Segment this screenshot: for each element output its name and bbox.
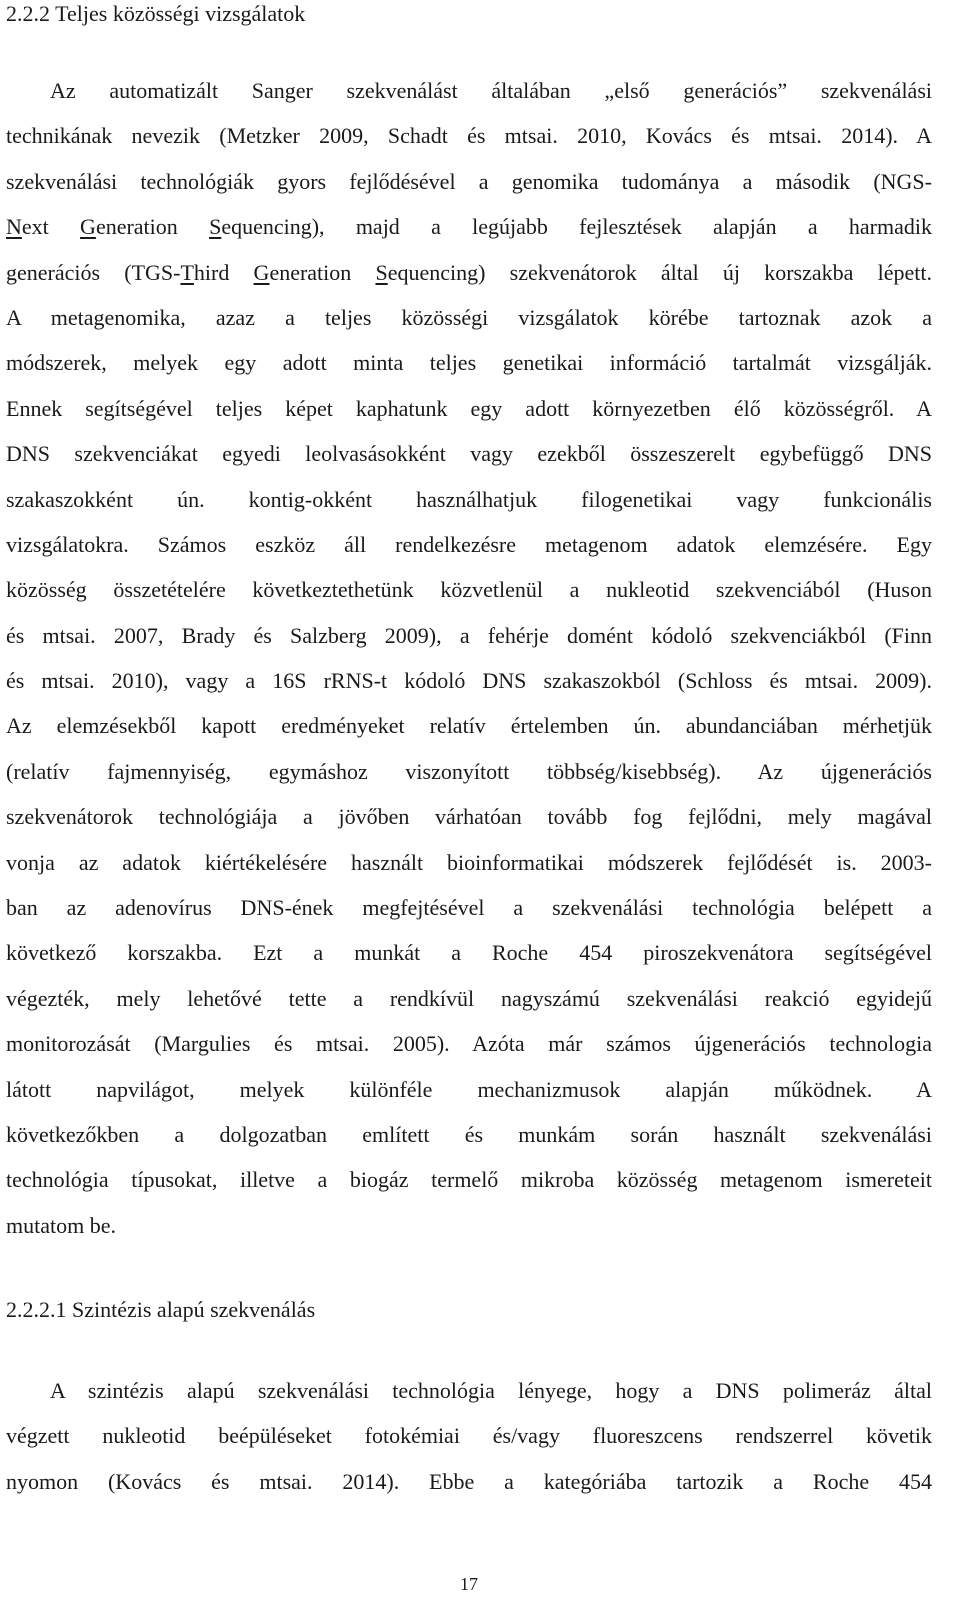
paragraph-line: szekvenálási technológiák gyors fejlődésével a genomika tudománya a második (NGS-	[6, 168, 932, 194]
paragraph-line: végzett nukleotid beépüléseket fotokémiai és/vagy fluoreszcens rendszerrel követik	[6, 1423, 932, 1449]
paragraph-line: technikának nevezik (Metzker 2009, Schadt és mtsai. 2010, Kovács és mtsai. 2014). A	[6, 123, 932, 149]
underlined-letter: G	[80, 214, 96, 240]
paragraph-metagenomics	[6, 68, 932, 1248]
paragraph-line: vizsgálatokra. Számos eszköz áll rendelkezésre metagenom adatok elemzésére. Egy	[6, 531, 932, 557]
paragraph-line: A szintézis alapú szekvenálási technológia lényege, hogy a DNS polimeráz által	[50, 1378, 932, 1403]
paragraph-line: módszerek, melyek egy adott minta teljes genetikai információ tartalmát vizsgálják.	[6, 350, 932, 376]
subsection-heading: 2.2.2.1 Szintézis alapú szekvenálás	[6, 1297, 316, 1322]
paragraph-line: ban az adenovírus DNS-ének megfejtésével a szekvenálási technológia belépett a	[6, 895, 932, 921]
paragraph-line-tgs: generációs (TGS-Third Generation Sequencing) szekvenátorok által új korszakba lépett.	[6, 259, 932, 285]
paragraph-line: szekvenátorok technológiája a jövőben várhatóan tovább fog fejlődni, mely magával	[6, 804, 932, 830]
paragraph-line: technológia típusokat, illetve a biogáz termelő mikroba közösség metagenom ismereteit	[6, 1167, 932, 1193]
underlined-letter: G	[253, 259, 270, 285]
paragraph-line: következőkben a dolgozatban említett és munkám során használt szekvenálási	[6, 1121, 932, 1147]
underlined-letter: S	[375, 259, 388, 285]
paragraph-line: következő korszakba. Ezt a munkát a Roche 454 piroszekvenátora segítségével	[6, 940, 932, 966]
paragraph-line: mutatom be.	[6, 1212, 116, 1238]
paragraph-line: (relatív fajmennyiség, egymáshoz viszonyított többség/kisebbség). Az újgenerációs	[6, 758, 932, 784]
section-heading: 2.2.2 Teljes közösségi vizsgálatok	[6, 1, 306, 26]
paragraph-line: közösség összetételére következtethetünk közvetlenül a nukleotid szekvenciából (Huson	[6, 577, 932, 603]
paragraph-line: látott napvilágot, melyek különféle mechanizmusok alapján működnek. A	[6, 1076, 932, 1102]
paragraph-line: A metagenomika, azaz a teljes közösségi vizsgálatok körébe tartoznak azok a	[6, 304, 932, 330]
paragraph-line-ngs: Next Generation Sequencing), majd a legújabb fejlesztések alapján a harmadik	[6, 214, 932, 240]
paragraph-line: szakaszokként ún. kontig-okként használhatjuk filogenetikai vagy funkcionális	[6, 486, 932, 512]
paragraph-line: Ennek segítségével teljes képet kaphatunk egy adott környezetben élő közösségről. A	[6, 395, 932, 421]
page-number: 17	[460, 1574, 478, 1594]
paragraph-line: és mtsai. 2010), vagy a 16S rRNS-t kódoló DNS szakaszokból (Schloss és mtsai. 2009).	[6, 668, 932, 694]
paragraph-line: és mtsai. 2007, Brady és Salzberg 2009), a fehérje domént kódoló szekvenciákból (Finn	[6, 622, 932, 648]
paragraph-line: végezték, mely lehetővé tette a rendkívül nagyszámú szekvenálási reakció egyidejű	[6, 985, 932, 1011]
underlined-letter: T	[180, 259, 194, 285]
paragraph-line: nyomon (Kovács és mtsai. 2014). Ebbe a kategóriába tartozik a Roche 454	[6, 1468, 932, 1494]
paragraph-line: DNS szekvenciákat egyedi leolvasásokként vagy ezekből összeszerelt egybefüggő DNS	[6, 441, 932, 467]
underlined-letter: N	[6, 214, 22, 240]
paragraph-line: Az elemzésekből kapott eredményeket relatív értelemben ún. abundanciában mérhetjük	[6, 713, 932, 739]
paragraph-line: vonja az adatok kiértékelésére használt bioinformatikai módszerek fejlődését is. 2003-	[6, 849, 932, 875]
paragraph-line: monitorozását (Margulies és mtsai. 2005). Azóta már számos újgenerációs technologia	[6, 1031, 932, 1057]
underlined-letter: S	[209, 214, 222, 240]
paragraph-line: Az automatizált Sanger szekvenálást általában „első generációs” szekvenálási	[50, 78, 932, 103]
paragraph-synthesis	[6, 1368, 932, 1504]
